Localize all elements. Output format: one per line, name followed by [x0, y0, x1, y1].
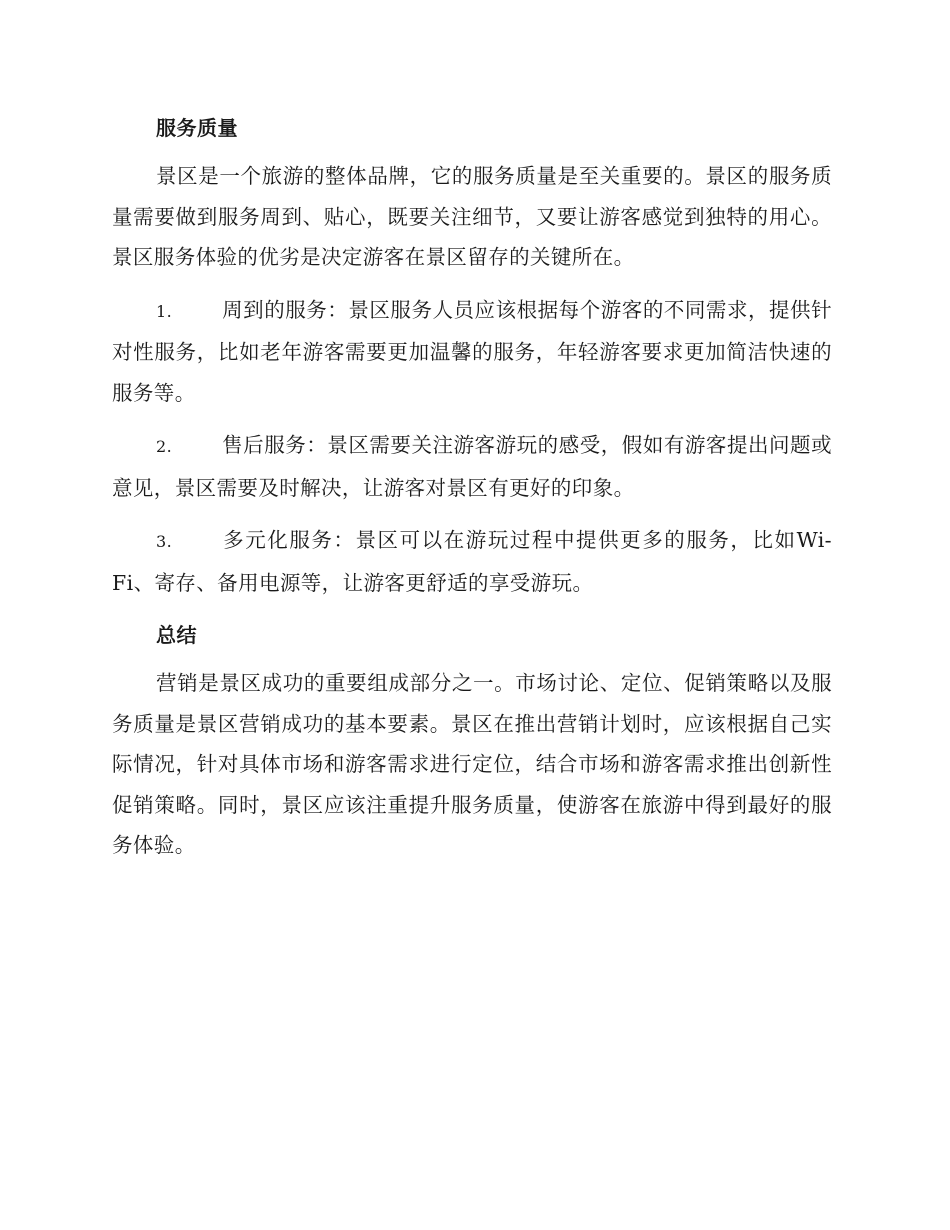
section-heading-service-quality: 服务质量 [156, 116, 238, 140]
list-item-text: 售后服务：景区需要关注游客游玩的感受，假如有游客提出问题或意见，景区需要及时解决，让游客对景区有更好的印象。 [112, 433, 832, 500]
service-quality-paragraph: 景区是一个旅游的整体品牌，它的服务质量是至关重要的。景区的服务质量需要做到服务周到、贴心，既要关注细节，又要让游客感觉到独特的用心。景区服务体验的优劣是决定游客在景区留存的关键所在。 [112, 164, 832, 269]
list-item-1 [112, 290, 832, 414]
summary-paragraph: 营销是景区成功的重要组成部分之一。市场讨论、定位、促销策略以及服务质量是景区营销成功的基本要素。景区在推出营销计划时，应该根据自己实际情况，针对具体市场和游客需求进行定位，结合市场和游客需求推出创新性促销策略。同时，景区应该注重提升服务质量，使游客在旅游中得到最好的服务体验。 [112, 671, 832, 857]
list-item-text: 多元化服务：景区可以在游玩过程中提供更多的服务，比如Wi-Fi、寄存、备用电源等，让游客更舒适的享受游玩。 [112, 528, 832, 595]
list-number: 1. [156, 301, 173, 321]
list-number: 2. [156, 437, 173, 456]
section-heading-summary: 总结 [156, 623, 197, 647]
document-page [112, 108, 832, 878]
list-item-2 [112, 425, 832, 508]
list-number: 3. [156, 532, 173, 551]
list-item-text: 周到的服务：景区服务人员应该根据每个游客的不同需求，提供针对性服务，比如老年游客需要更加温馨的服务，年轻游客要求更加简洁快速的服务等。 [112, 297, 832, 405]
list-item-3 [112, 520, 832, 603]
